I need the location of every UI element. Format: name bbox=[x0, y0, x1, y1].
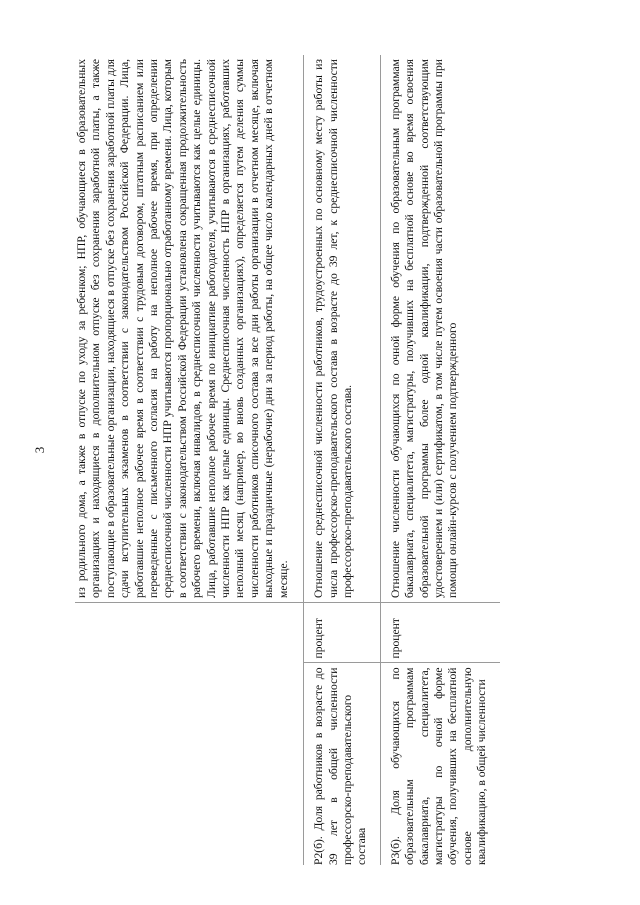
rotated-page-content bbox=[75, 55, 615, 865]
method-cell: из родильного дома, а также в отпуске по уходу за ребенком; НПР, обучающиеся в образовательных организациях и находящиеся в дополнительном отпуске без сохранения заработной платы, а также поступающие в образовательные организации, находящиеся в отпуске без сохранения заработной платы для сдачи вступительных экзаменов в соответствии с законодательством Российской Федерации. Лица, работавшие неполное рабочее время в соответствии с трудовым договором, штатным расписанием или переведенные с письменного согласия на работу на неполное рабочее время, при определении среднесписочной численности НПР учитываются пропорционально отработанному времени. Лица, которым в соответствии с законодательством Российской Федерации установлена сокращенная продолжительность рабочего времени, включая инвалидов, в среднесписочной численности учитываются как целые единицы. Лица, работавшие неполное рабочее время по инициативе работодателя, учитываются в среднесписочной численности НПР как целые единицы. Среднесписочная численность НПР в организациях, работавших неполный месяц (например, во вновь созданных организациях), определяется путем деления суммы численности работников списочного состава за все дни работы организации в отчетном месяце, включая выходные и праздничные (нерабочие) дни за период работы, на общее число календарных дней в отчетном месяце. bbox=[75, 55, 304, 603]
table-row bbox=[75, 55, 304, 865]
indicator-cell: Р2(б). Доля работников в возрасте до 39 лет в общей численности профессорско-преподавательского состава bbox=[304, 663, 381, 865]
unit-cell: процент bbox=[304, 603, 381, 664]
method-cell: Отношение среднесписочной численности работников, трудоустроенных по основному месту работы из числа профессорско-преподавательского состава в возрасте до 39 лет, к среднесписочной численности профессорско-преподавательского состава. bbox=[304, 55, 381, 603]
unit-cell bbox=[75, 603, 304, 664]
method-cell: Отношение численности обучающихся по очной форме обучения по образовательным программам бакалавриата, специалитета, магистратуры, получивших на бесплатной основе во время освоения образовательной программы более одной квалификации, подтвержденной соответствующим удостоверением и (или) сертификатом, в том числе путем освоения части образовательной программы при помощи онлайн-курсов с получением подтвержденного bbox=[380, 55, 499, 603]
indicators-table bbox=[75, 55, 500, 865]
table-row bbox=[380, 55, 499, 865]
page-number: 3 bbox=[32, 446, 47, 454]
indicator-cell bbox=[75, 663, 304, 865]
unit-cell: процент bbox=[380, 603, 499, 664]
table-row bbox=[304, 55, 381, 865]
indicator-cell: Р3(б). Доля обучающихся по образовательным программам бакалавриата, специалитета, магистратуры по очной форме обучения, получивших на бесплатной основе дополнительную квалификацию, в общей численности bbox=[380, 663, 499, 865]
